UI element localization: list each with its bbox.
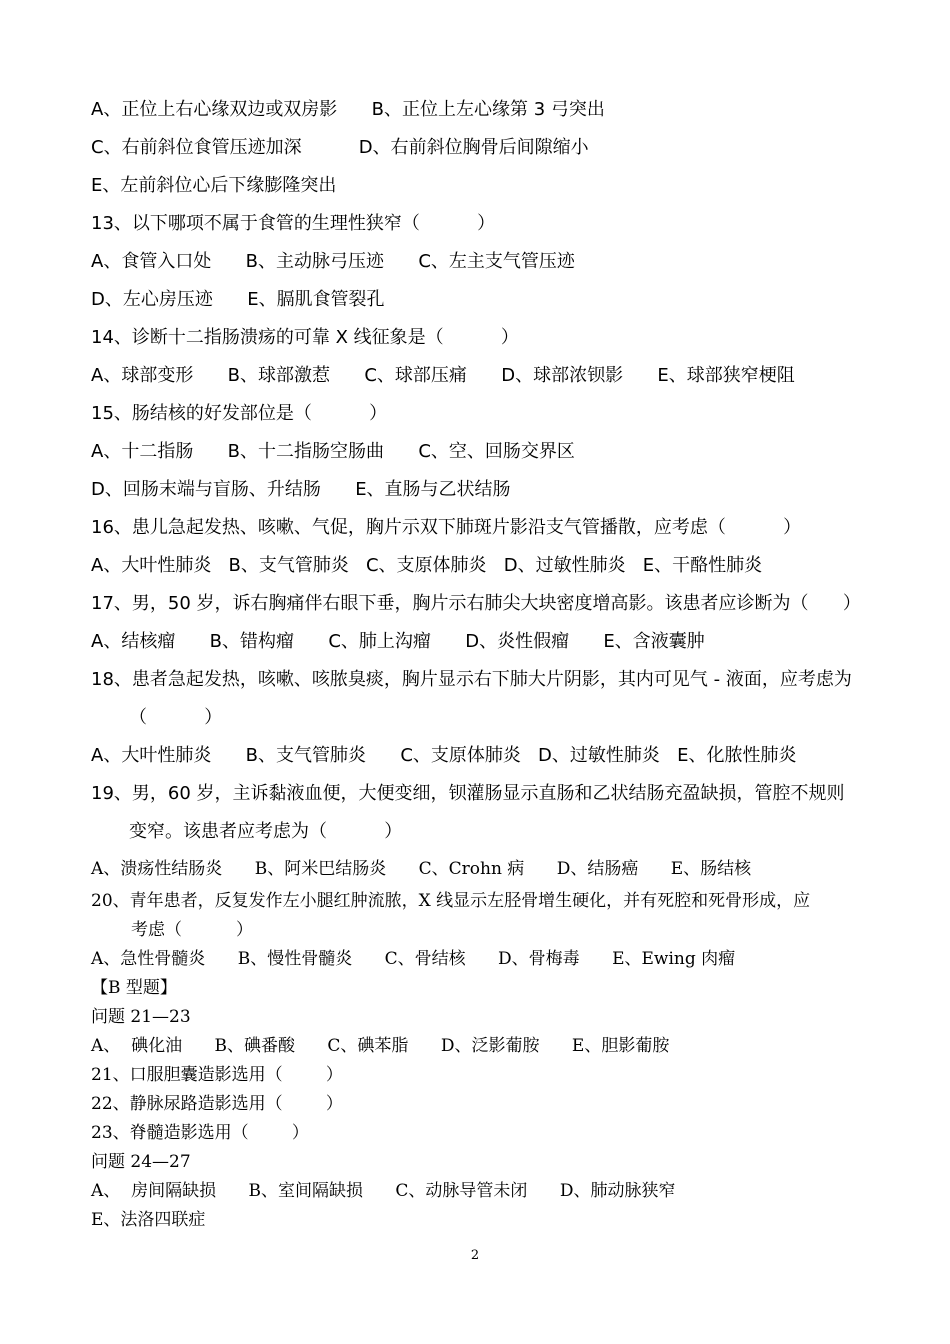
option-line: A、食管入口处 B、主动脉弓压迹 C、左主支气管压迹 — [91, 251, 575, 272]
page-number: 2 — [470, 1248, 480, 1263]
option-line: D、回肠末端与盲肠、升结肠 E、直肠与乙状结肠 — [91, 479, 511, 500]
question-21: 21、口服胆囊造影选用（ ） — [91, 1065, 343, 1085]
question-16: 16、患儿急起发热、咳嗽、气促，胸片示双下肺斑片影沿支气管播散，应考虑（ ） — [91, 517, 802, 538]
option-line: A、结核瘤 B、错构瘤 C、肺上沟瘤 D、炎性假瘤 E、含液囊肿 — [91, 631, 705, 652]
question-18: 18、患者急起发热，咳嗽、咳脓臭痰，胸片显示右下肺大片阴影，其内可见气 - 液面，应考虑为 — [91, 669, 852, 690]
option-line: A、 碘化油 B、碘番酸 C、碘苯脂 D、泛影葡胺 E、胆影葡胺 — [91, 1036, 670, 1056]
option-line: C、右前斜位食管压迹加深 D、右前斜位胸骨后间隙缩小 — [91, 137, 589, 158]
question-18-cont: （ ） — [129, 707, 223, 728]
option-line: E、法洛四联症 — [91, 1210, 206, 1230]
question-14: 14、诊断十二指肠溃疡的可靠 X 线征象是（ ） — [91, 327, 519, 348]
option-line: A、十二指肠 B、十二指肠空肠曲 C、空、回肠交界区 — [91, 441, 575, 462]
option-line: A、大叶性肺炎 B、支气管肺炎 C、支原体肺炎 D、过敏性肺炎 E、化脓性肺炎 — [91, 745, 797, 766]
question-13: 13、以下哪项不属于食管的生理性狭窄（ ） — [91, 213, 496, 234]
option-line: D、左心房压迹 E、膈肌食管裂孔 — [91, 289, 385, 310]
option-line: A、 房间隔缺损 B、室间隔缺损 C、动脉导管未闭 D、肺动脉狭窄 — [91, 1181, 676, 1201]
question-19-cont: 变窄。该患者应考虑为（ ） — [129, 821, 403, 842]
question-23: 23、脊髓造影选用（ ） — [91, 1123, 309, 1143]
option-line: A、大叶性肺炎 B、支气管肺炎 C、支原体肺炎 D、过敏性肺炎 E、干酪性肺炎 — [91, 555, 763, 576]
question-group: 问题 24—27 — [91, 1152, 191, 1172]
question-17: 17、男，50 岁，诉右胸痛伴右眼下垂，胸片示右肺尖大块密度增高影。该患者应诊断为（ ） — [91, 593, 861, 614]
option-line: A、正位上右心缘双边或双房影 B、正位上左心缘第 3 弓突出 — [91, 99, 605, 120]
option-line: A、球部变形 B、球部激惹 C、球部压痛 D、球部浓钡影 E、球部狭窄梗阻 — [91, 365, 795, 386]
section-heading: 【B 型题】 — [91, 978, 177, 998]
question-20: 20、青年患者，反复发作左小腿红肿流脓，X 线显示左胫骨增生硬化，并有死腔和死骨形成，应 — [91, 891, 811, 911]
option-line: E、左前斜位心后下缘膨隆突出 — [91, 175, 337, 196]
question-group: 问题 21—23 — [91, 1007, 191, 1027]
option-line: A、急性骨髓炎 B、慢性骨髓炎 C、骨结核 D、骨梅毒 E、Ewing 肉瘤 — [91, 949, 736, 969]
question-15: 15、肠结核的好发部位是（ ） — [91, 403, 388, 424]
question-20-cont: 考虑（ ） — [131, 920, 254, 940]
question-22: 22、静脉尿路造影选用（ ） — [91, 1094, 343, 1114]
question-19: 19、男，60 岁，主诉黏液血便，大便变细，钡灌肠显示直肠和乙状结肠充盈缺损，管腔不规则 — [91, 783, 845, 804]
option-line: A、溃疡性结肠炎 B、阿米巴结肠炎 C、Crohn 病 D、结肠癌 E、肠结核 — [91, 859, 752, 879]
